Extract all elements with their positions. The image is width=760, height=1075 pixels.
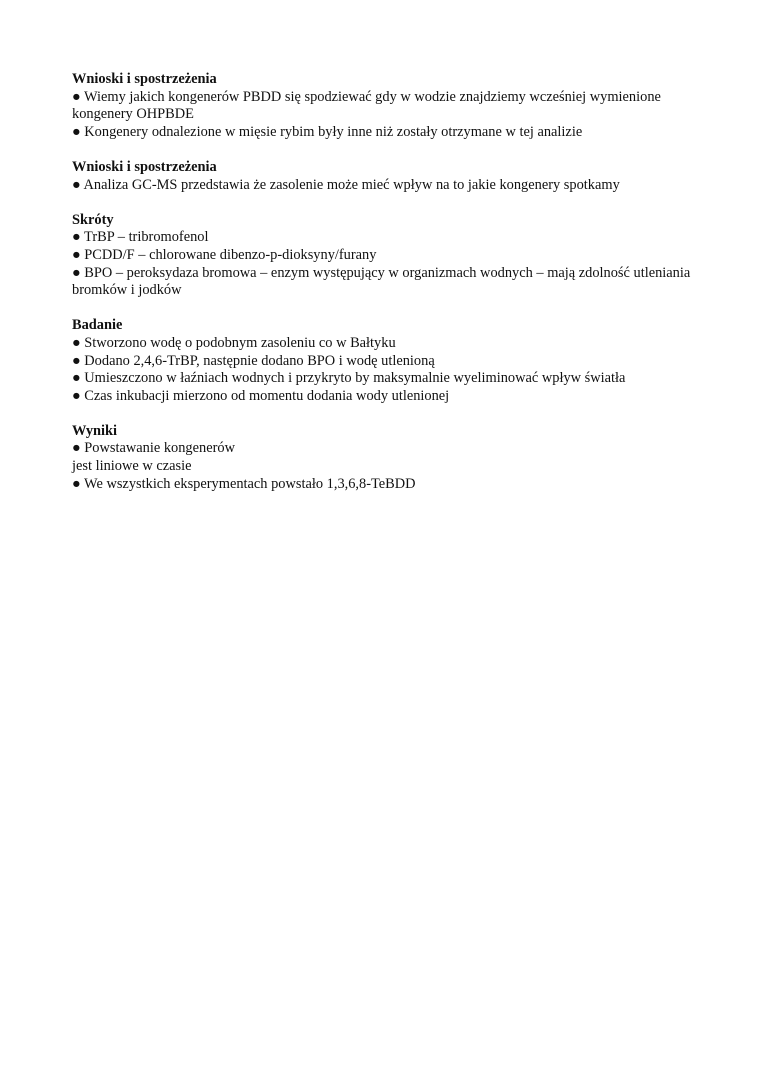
- bullet-item: ● Wiemy jakich kongenerów PBDD się spodziewać gdy w wodzie znajdziemy wcześniej wymienione kongenery OHPBDE: [72, 88, 665, 123]
- section-conclusions-1: [72, 71, 712, 141]
- bullet-item: ● Powstawanie kongenerów: [72, 440, 235, 457]
- bullet-item: ● Analiza GC-MS przedstawia że zasolenie może mieć wpływ na to jakie kongenery spotkamy: [72, 176, 620, 193]
- section-heading: Skróty: [72, 211, 114, 228]
- bullet-item: ● Kongenery odnalezione w mięsie rybim były inne niż zostały otrzymane w tej analizie: [72, 123, 583, 140]
- document-page: [72, 71, 712, 511]
- section-heading: Wnioski i spostrzeżenia: [72, 158, 217, 175]
- bullet-item: ● Umieszczono w łaźniach wodnych i przykryto by maksymalnie wyeliminować wpływ światła: [72, 370, 626, 387]
- bullet-item: ● Stworzono wodę o podobnym zasoleniu co w Bałtyku: [72, 334, 396, 351]
- section-heading: Wnioski i spostrzeżenia: [72, 71, 217, 87]
- bullet-item: ● TrBP – tribromofenol: [72, 229, 209, 246]
- text-line: jest liniowe w czasie: [72, 458, 192, 475]
- section-heading: Badanie: [72, 317, 123, 334]
- bullet-item: ● BPO – peroksydaza bromowa – enzym występujący w organizmach wodnych – mają zdolność utleniania bromków i jodków: [72, 264, 694, 299]
- bullet-item: ● Czas inkubacji mierzono od momentu dodania wody utlenionej: [72, 387, 450, 404]
- bullet-item: ● We wszystkich eksperymentach powstało 1,3,6,8-TeBDD: [72, 475, 416, 492]
- section-heading: Wyniki: [72, 422, 118, 439]
- section-study: [72, 317, 712, 405]
- bullet-item: ● PCDD/F – chlorowane dibenzo-p-dioksyny/furany: [72, 246, 377, 263]
- section-conclusions-2: [72, 159, 712, 194]
- bullet-item: ● Dodano 2,4,6-TrBP, następnie dodano BPO i wodę utlenioną: [72, 352, 435, 369]
- section-results: [72, 423, 712, 493]
- section-abbreviations: [72, 212, 712, 300]
